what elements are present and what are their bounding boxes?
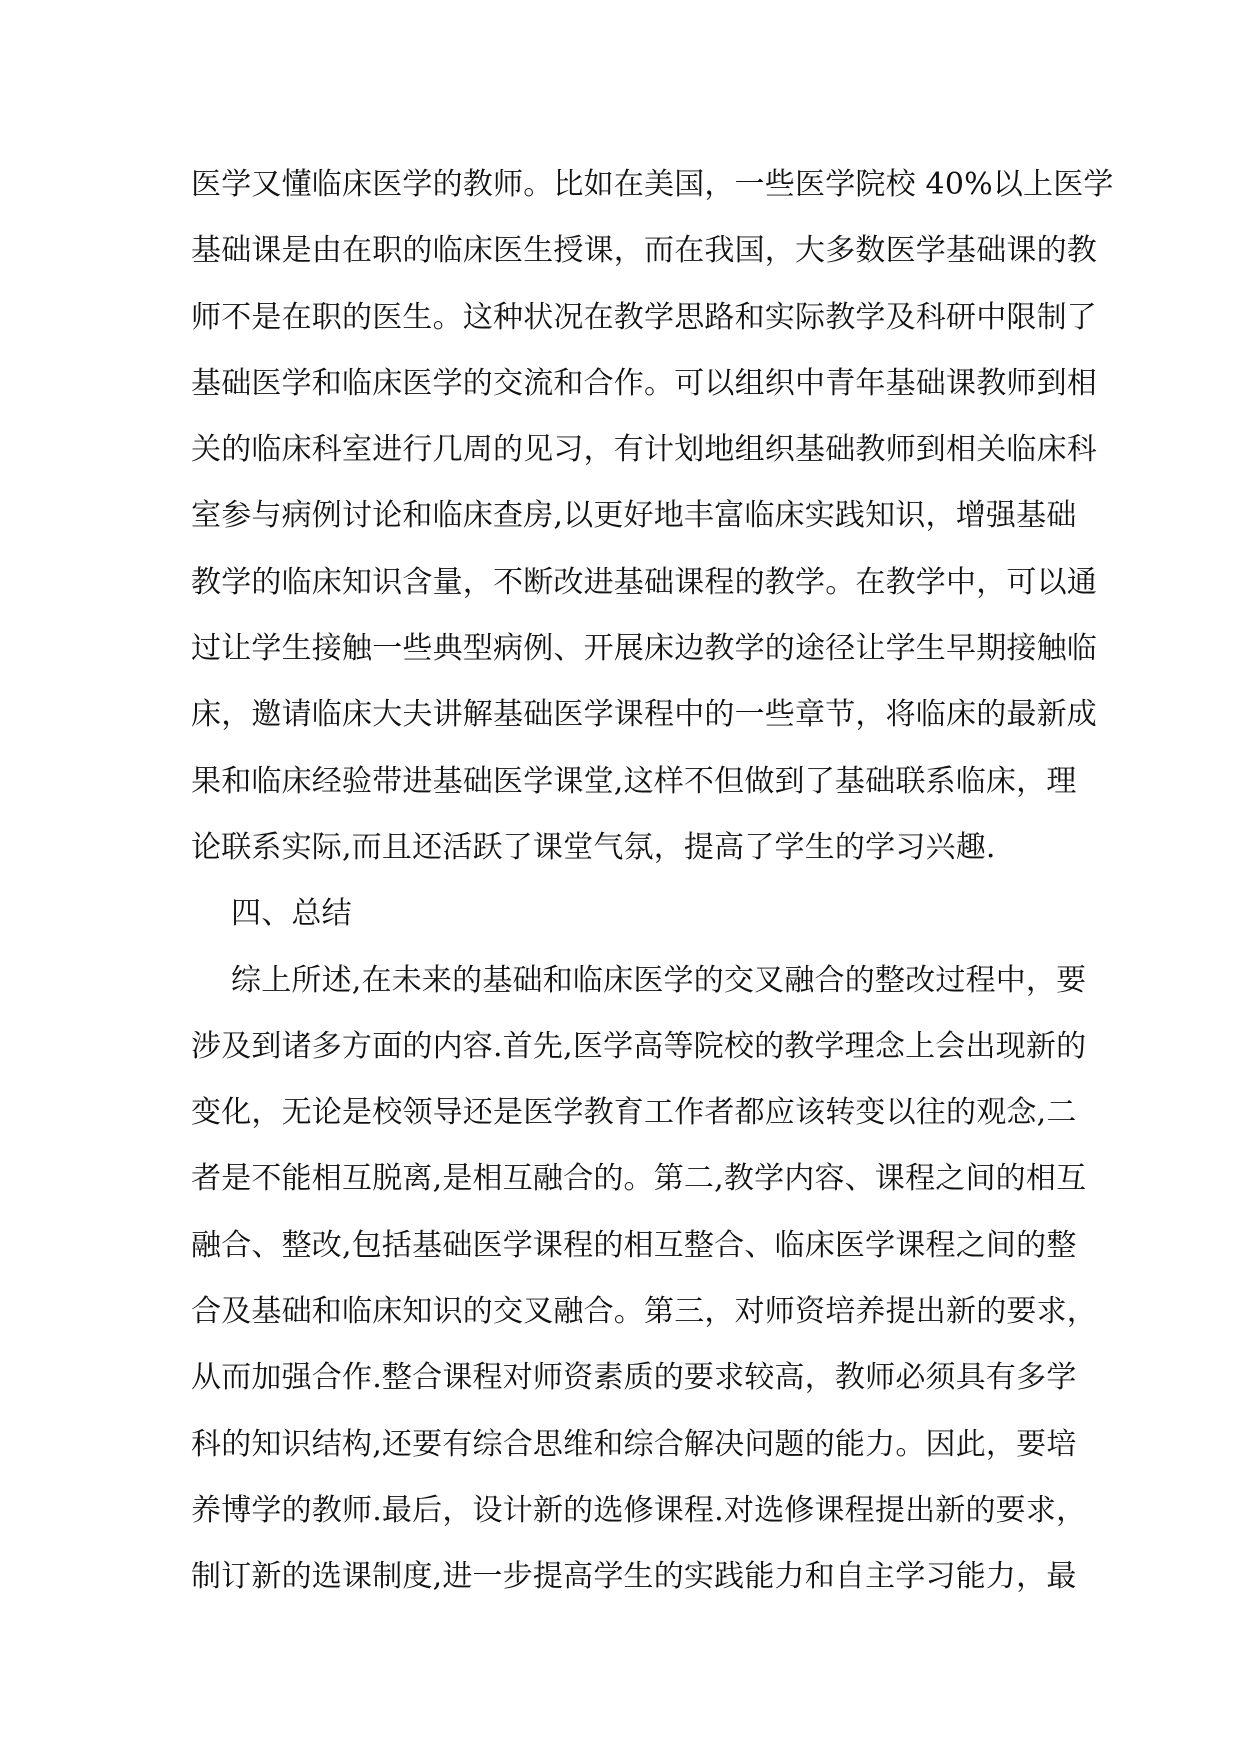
paragraph-line: 医学又懂临床医学的教师。比如在美国，一些医学院校 40%以上医学 bbox=[191, 167, 1114, 202]
paragraph-line: 变化，无论是校领导还是医学教育工作者都应该转变以往的观念,二 bbox=[191, 1095, 1077, 1131]
paragraph-line: 综上所述,在未来的基础和临床医学的交叉融合的整改过程中，要 bbox=[231, 962, 1087, 998]
paragraph-line: 制订新的选课制度,进一步提高学生的实践能力和自主学习能力，最 bbox=[191, 1559, 1077, 1595]
section-heading: 四、总结 bbox=[231, 896, 352, 932]
paragraph-line: 关的临床科室进行几周的见习，有计划地组织基础教师到相关临床科 bbox=[191, 432, 1097, 468]
paragraph-line: 室参与病例讨论和临床查房,以更好地丰富临床实践知识，增强基础 bbox=[191, 498, 1077, 534]
paragraph-line: 融合、整改,包括基础医学课程的相互整合、临床医学课程之间的整 bbox=[191, 1227, 1077, 1263]
paragraph-line: 基础课是由在职的临床医生授课，而在我国，大多数医学基础课的教 bbox=[191, 233, 1097, 269]
paragraph-line: 论联系实际,而且还活跃了课堂气氛，提高了学生的学习兴趣. bbox=[191, 829, 996, 865]
paragraph-line: 者是不能相互脱离,是相互融合的。第二,教学内容、课程之间的相互 bbox=[191, 1161, 1087, 1197]
paragraph-line: 涉及到诸多方面的内容.首先,医学高等院校的教学理念上会出现新的 bbox=[191, 1028, 1087, 1064]
paragraph-line: 养博学的教师.最后，设计新的选修课程.对选修课程提出新的要求， bbox=[191, 1492, 1087, 1528]
paragraph-line: 合及基础和临床知识的交叉融合。第三，对师资培养提出新的要求， bbox=[191, 1294, 1097, 1330]
paragraph-line: 床，邀请临床大夫讲解基础医学课程中的一些章节，将临床的最新成 bbox=[191, 697, 1097, 733]
paragraph-line: 师不是在职的医生。这种状况在教学思路和实际教学及科研中限制了 bbox=[191, 299, 1097, 335]
document-body bbox=[191, 152, 1114, 1611]
paragraph-line: 科的知识结构,还要有综合思维和综合解决问题的能力。因此，要培 bbox=[191, 1426, 1077, 1462]
summary-paragraph bbox=[191, 948, 1097, 1611]
paragraph-line: 过让学生接触一些典型病例、开展床边教学的途径让学生早期接触临 bbox=[191, 631, 1097, 667]
continued-paragraph bbox=[191, 152, 1114, 881]
paragraph-line: 教学的临床知识含量，不断改进基础课程的教学。在教学中，可以通 bbox=[191, 564, 1097, 600]
paragraph-line: 果和临床经验带进基础医学课堂,这样不但做到了基础联系临床，理 bbox=[191, 763, 1077, 799]
paragraph-line: 基础医学和临床医学的交流和合作。可以组织中青年基础课教师到相 bbox=[191, 365, 1097, 401]
paragraph-line: 从而加强合作.整合课程对师资素质的要求较高，教师必须具有多学 bbox=[191, 1360, 1077, 1396]
